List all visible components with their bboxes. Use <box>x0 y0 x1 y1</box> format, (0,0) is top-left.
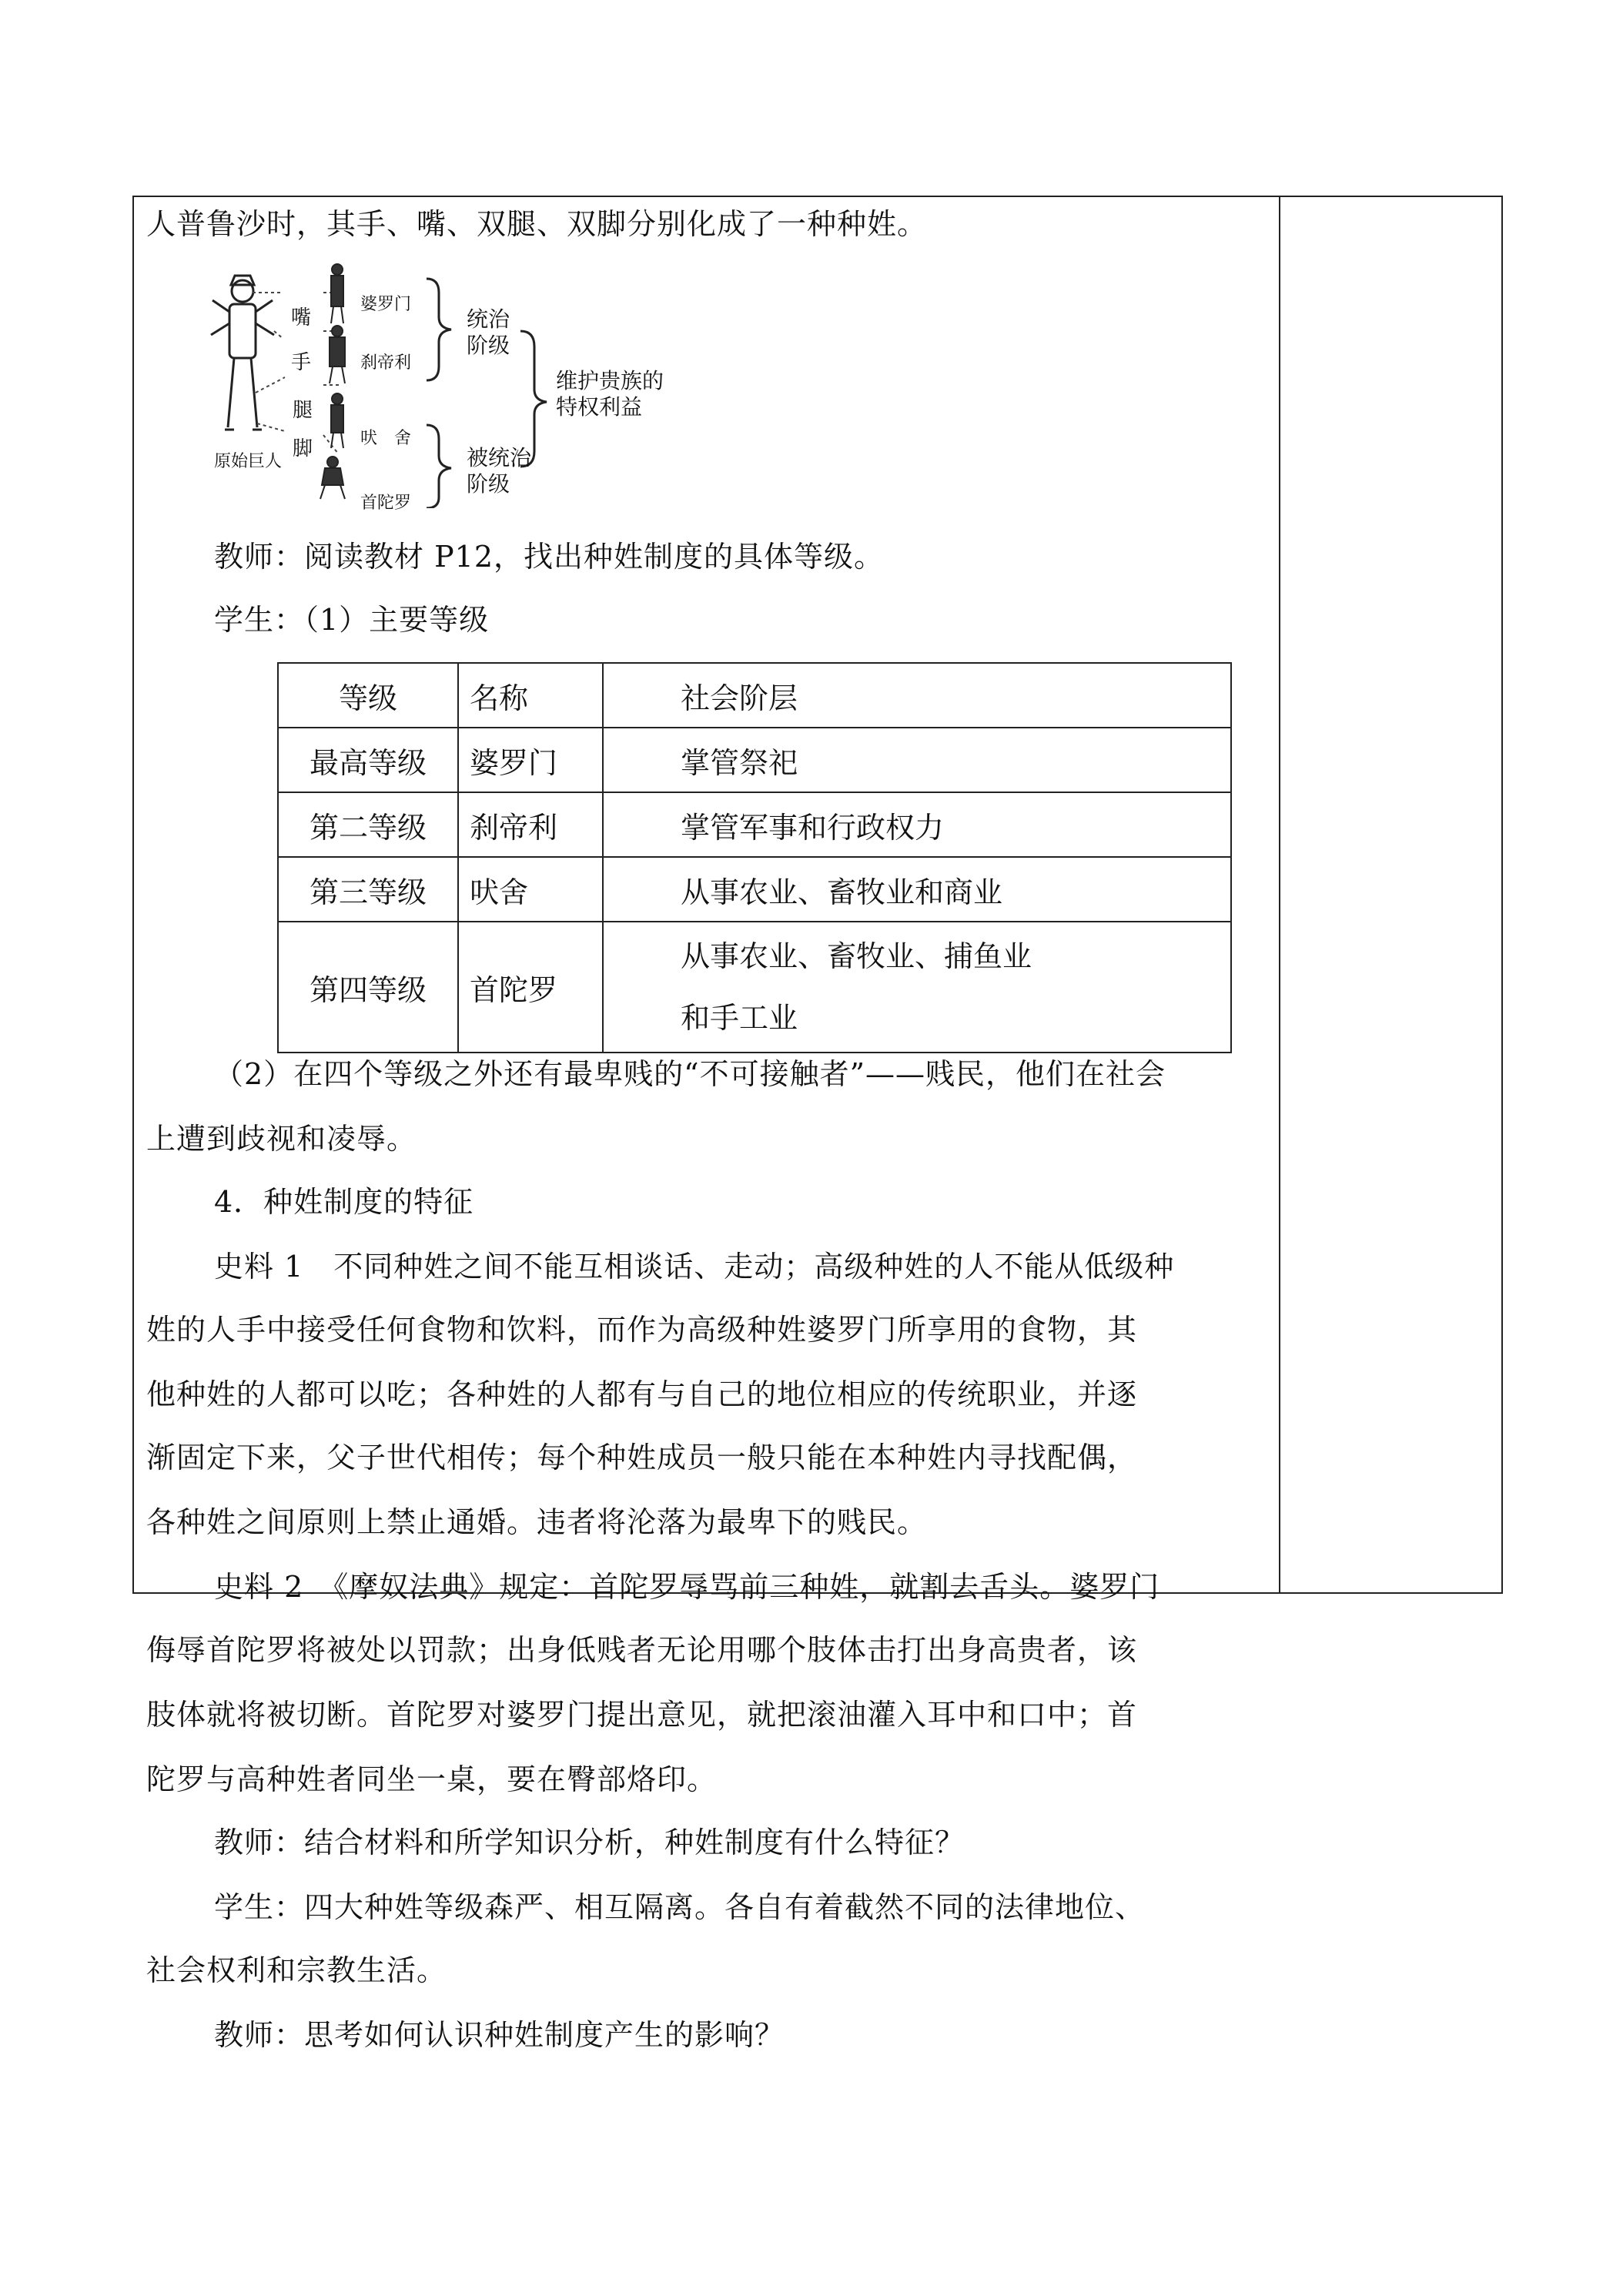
hand-label: 手 <box>291 351 312 374</box>
leg-label: 腿 <box>293 399 313 422</box>
shudra-figure-icon <box>320 457 345 499</box>
table-cell-multiline <box>603 922 1231 1053</box>
purpose-label-1: 维护贵族的 <box>556 368 664 393</box>
giant-figure-icon <box>211 276 274 430</box>
table-cell: 从事农业、畜牧业和商业 <box>603 857 1231 922</box>
table-cell: 首陀罗 <box>458 922 603 1053</box>
table-cell: 婆罗门 <box>458 728 603 792</box>
ruling-class-label-1: 统治 <box>467 306 510 332</box>
table-cell: 吠舍 <box>458 857 603 922</box>
text-line-10: 渐固定下来，父子世代相传；每个种姓成员一般只能在本种姓内寻找配偶， <box>146 1441 1138 1474</box>
table-cell: 第三等级 <box>278 857 458 922</box>
brahmin-figure-icon <box>331 264 343 323</box>
text-line-11: 各种姓之间原则上禁止通婚。违者将沦落为最卑下的贱民。 <box>146 1505 928 1539</box>
text-line-16: 教师：结合材料和所学知识分析，种姓制度有什么特征？ <box>214 1826 965 1859</box>
caste-label-vaishya: 吠 舍 <box>360 429 412 448</box>
text-line-13: 侮辱首陀罗将被处以罚款；出身低贱者无论用哪个肢体击打出身高贵者，该 <box>146 1633 1138 1667</box>
caste-label-kshatriya: 刹帝利 <box>360 353 412 373</box>
text-line-18: 社会权利和宗教生活。 <box>146 1953 447 1987</box>
table-row <box>278 792 1231 857</box>
caste-label-shudra: 首陀罗 <box>360 494 412 513</box>
table-cell: 刹帝利 <box>458 792 603 857</box>
text-line-14: 肢体就将被切断。首陀罗对婆罗门提出意见，就把滚油灌入耳中和口中；首 <box>146 1698 1138 1732</box>
text-line-19: 教师：思考如何认识种姓制度产生的影响？ <box>214 2018 785 2052</box>
table-header-cell: 名称 <box>458 663 603 728</box>
ruled-class-label-1: 被统治 <box>467 445 532 470</box>
giant-label: 原始巨人 <box>214 452 283 471</box>
text-line-9: 他种姓的人都可以吃；各种姓的人都有与自己的地位相应的传统职业，并逐 <box>146 1377 1138 1411</box>
vaishya-figure-icon <box>331 393 343 448</box>
table-cell: 掌管祭祀 <box>603 728 1231 792</box>
text-line-5: 上遭到歧视和凌辱。 <box>146 1122 417 1156</box>
text-line-4: （2）在四个等级之外还有最卑贱的“不可接触者”——贱民，他们在社会 <box>214 1057 1166 1091</box>
text-line-12: 史料 2 《摩奴法典》规定：首陀罗辱骂前三种姓，就割去舌头。婆罗门 <box>214 1570 1160 1604</box>
text-line-1: 人普鲁沙时，其手、嘴、双腿、双脚分别化成了一种种姓。 <box>146 207 928 241</box>
kshatriya-figure-icon <box>330 326 345 383</box>
text-line-8: 姓的人手中接受任何食物和饮料，而作为高级种姓婆罗门所享用的食物，其 <box>146 1313 1138 1347</box>
table-cell-line: 和手工业 <box>681 1001 798 1035</box>
section-heading: 4．种姓制度的特征 <box>214 1185 474 1219</box>
table-cell: 第四等级 <box>278 922 458 1053</box>
text-line-17: 学生：四大种姓等级森严、相互隔离。各自有着截然不同的法律地位、 <box>214 1890 1146 1924</box>
table-header-row <box>278 663 1231 728</box>
ruling-class-label-2: 阶级 <box>467 333 510 358</box>
table-header-cell: 等级 <box>278 663 458 728</box>
table-row <box>278 922 1231 1053</box>
text-line-2: 教师：阅读教材 P12，找出种姓制度的具体等级。 <box>214 540 885 574</box>
column-divider <box>1279 196 1280 1594</box>
table-row <box>278 857 1231 922</box>
caste-levels-table <box>277 662 1232 1053</box>
table-row <box>278 728 1231 792</box>
purpose-label-2: 特权利益 <box>556 394 643 420</box>
mouth-label: 嘴 <box>291 306 312 330</box>
foot-label: 脚 <box>293 437 313 460</box>
table-cell: 第二等级 <box>278 792 458 857</box>
text-line-3: 学生：（1）主要等级 <box>214 603 490 637</box>
ruled-class-label-2: 阶级 <box>467 471 510 497</box>
table-cell-line: 从事农业、畜牧业、捕鱼业 <box>681 939 1032 973</box>
table-header-cell: 社会阶层 <box>603 663 1231 728</box>
ruling-brace <box>427 279 451 380</box>
text-line-7: 史料 1 不同种姓之间不能互相谈话、走动；高级种姓的人不能从低级种 <box>214 1250 1175 1284</box>
table-cell: 掌管军事和行政权力 <box>603 792 1231 857</box>
caste-label-brahmin: 婆罗门 <box>360 295 412 314</box>
caste-origin-diagram <box>208 254 731 513</box>
table-cell: 最高等级 <box>278 728 458 792</box>
ruled-brace <box>427 425 451 508</box>
text-line-15: 陀罗与高种姓者同坐一桌，要在臀部烙印。 <box>146 1762 718 1796</box>
